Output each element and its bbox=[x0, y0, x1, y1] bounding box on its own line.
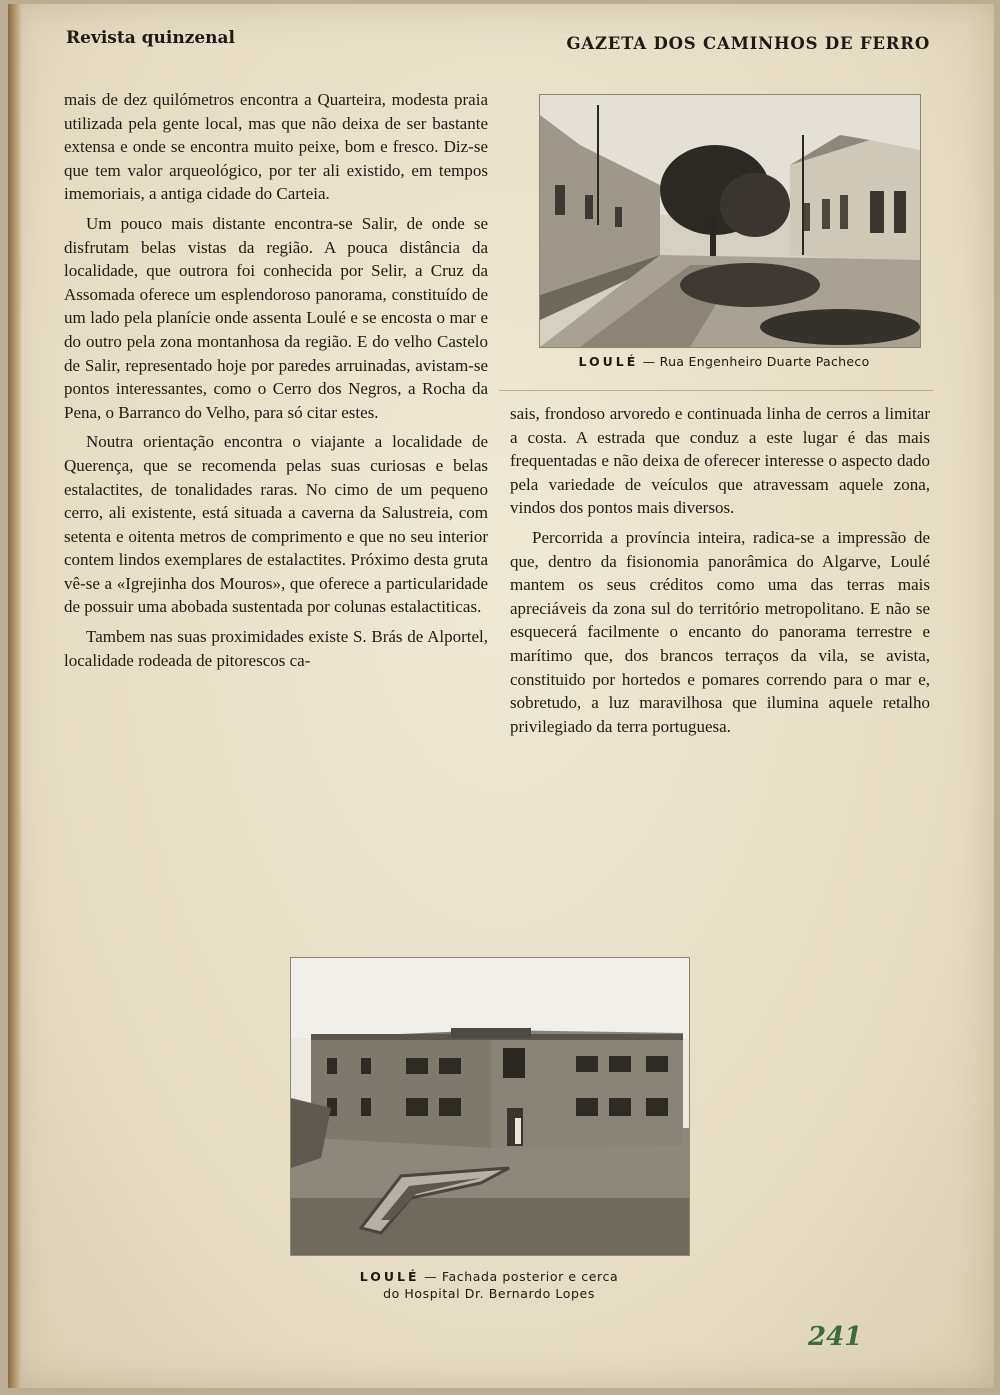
paragraph: Um pouco mais distante encontra-se Salir, de onde se disfrutam belas vistas da região. A pouca distância da localidade, que outrora foi conhecida por Selir, a Cruz da Assomada oferece um esplendoroso panorama, constituído de um lado pela planície onde assenta Loulé e se encosta o mar e do outro pela zona montanhosa da região. E do velho Castelo de Salir, representado hoje por paredes arruinadas, avistam-se pontos interessantes, como o Cerro dos Negros, a Rocha da Pena, o Barranco do Velho, para só citar estes. bbox=[64, 213, 488, 422]
caption-text: — Rua Engenheiro Duarte Pacheco bbox=[638, 354, 870, 369]
street-photo bbox=[539, 94, 921, 348]
column-divider bbox=[499, 390, 933, 391]
hospital-photo-caption bbox=[290, 1268, 688, 1302]
street-photo-caption bbox=[514, 354, 934, 369]
paragraph: Percorrida a província inteira, radica-se a impressão de que, dentro da fisionomia panorâmica do Algarve, Loulé mantem os seus créditos como uma das terras mais apreciáveis da zona sul do território metropolitano. E não se esquecerá facilmente o encanto do panorama terrestre e marítimo que, dos brancos terraços da vila, se avista, constituido por hortedos e pomares correndo para o mar e, sobretudo, a luz maravilhosa que ilumina aquele retalho privilegiado da terra portuguesa. bbox=[510, 527, 930, 736]
paragraph: sais, frondoso arvoredo e continuada linha de cerros a limitar a costa. A estrada que conduz a este lugar é das mais frequentadas e não deixa de oferecer interesse o aspecto dado pela variedade de veículos que atravessam aquele zona, vindos dos pontos mais diversos. bbox=[510, 404, 930, 518]
paragraph: mais de dez quilómetros encontra a Quarteira, modesta praia utilizada pela gente local, mas que não deixa de ser bastante extensa e onde se encontra muito peixe, bom e fresco. Diz-se que tem valor arqueológico, por ter ali existido, em tempos imemoriais, a antiga cidade do Carteia. bbox=[64, 90, 488, 204]
left-text-column bbox=[64, 88, 488, 672]
right-text-column bbox=[510, 402, 930, 738]
caption-text: — Fachada posterior e cerca bbox=[419, 1269, 619, 1284]
caption-place: LOULÉ bbox=[359, 1269, 420, 1284]
page-number: 241 bbox=[808, 1322, 863, 1352]
paragraph: Noutra orientação encontra o viajante a localidade de Querença, que se recomenda pelas suas curiosas e belas estalactites, de tonalidades raras. No cimo de um pequeno cerro, ali existente, está situada a caverna da Salustreia, com setenta e oitenta metros de comprimento e que no seu interior contem lindos exemplares de estalactites. Próximo desta gruta vê-se a «Igrejinha dos Mouros», que oferece a particularidade de possuir uma abobada sustentada por colunas estalactiticas. bbox=[64, 432, 488, 617]
header-publication-frequency: Revista quinzenal bbox=[66, 28, 236, 48]
paragraph: Tambem nas suas proximidades existe S. Brás de Alportel, localidade rodeada de pitorescos ca- bbox=[64, 627, 488, 670]
caption-line-1 bbox=[290, 1268, 688, 1285]
hospital-photo bbox=[290, 957, 690, 1256]
caption-place: LOULÉ bbox=[578, 354, 639, 369]
header-publication-title: GAZETA DOS CAMINHOS DE FERRO bbox=[566, 34, 930, 53]
caption-line-2: do Hospital Dr. Bernardo Lopes bbox=[383, 1286, 595, 1301]
page-binding-edge bbox=[8, 4, 22, 1388]
magazine-page bbox=[8, 4, 994, 1388]
